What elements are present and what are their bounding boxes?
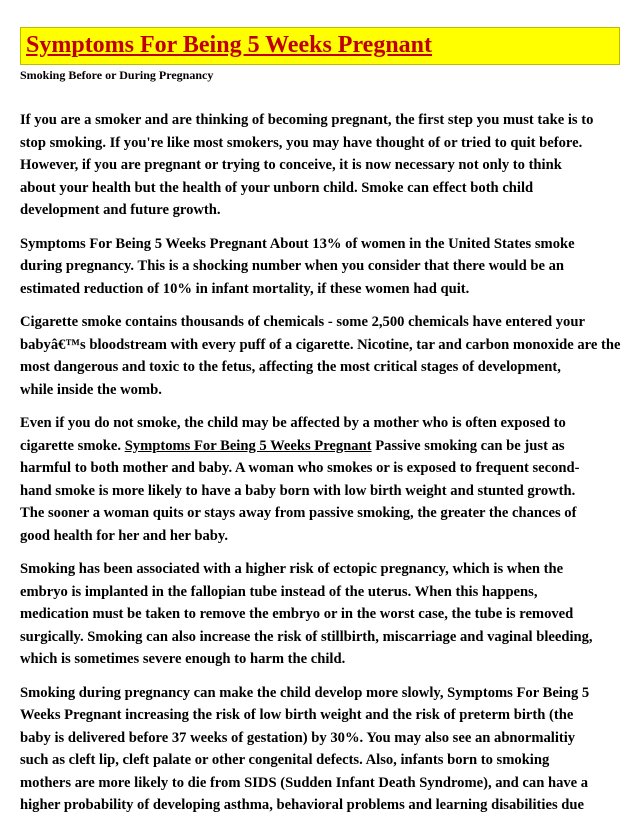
- text-line: If you are a smoker and are thinking of becoming pregnant, the first step you must take is to: [20, 112, 594, 128]
- paragraph-3: [20, 311, 638, 401]
- text-line: harmful to both mother and baby. A woman who smokes or is exposed to frequent second-: [20, 460, 580, 476]
- paragraph-4: [20, 412, 638, 547]
- paragraph-2: [20, 233, 638, 301]
- text-line: The sooner a woman quits or stays away from passive smoking, the greater the chances of: [20, 505, 577, 521]
- text-line: hand smoke is more likely to have a baby born with low birth weight and stunted growth.: [20, 482, 576, 499]
- paragraph-1: [20, 109, 638, 222]
- page-title-link[interactable]: Symptoms For Being 5 Weeks Pregnant: [26, 32, 433, 58]
- text-line: stop smoking. If you're like most smokers, you may have thought of or tried to quit before.: [20, 134, 583, 151]
- text-line: Cigarette smoke contains thousands of chemicals - some 2,500 chemicals have entered your: [20, 314, 585, 330]
- text-segment: cigarette smoke.: [20, 437, 125, 454]
- title-banner: [20, 27, 620, 65]
- article-body: [20, 109, 638, 826]
- text-line: baby is delivered before 37 weeks of gestation) by 30%. You may also see an abnormalitiy: [20, 729, 576, 746]
- paragraph-6: [20, 682, 638, 817]
- text-line: good health for her and her baby.: [20, 527, 229, 544]
- text-line: such as cleft lip, cleft palate or other congenital defects. Also, infants born to smoking: [20, 752, 550, 768]
- text-line: about your health but the health of your unborn child. Smoke can effect both child: [20, 179, 534, 196]
- paragraph-5: [20, 558, 638, 671]
- text-line: babyâ€™s bloodstream with every puff of a cigarette. Nicotine, tar and carbon monoxide are the: [20, 336, 621, 353]
- text-segment: Passive smoking can be just as: [371, 437, 565, 454]
- inline-article-link[interactable]: Symptoms For Being 5 Weeks Pregnant: [124, 437, 372, 454]
- text-line: mothers are more likely to die from SIDS (Sudden Infant Death Syndrome), and can have a: [20, 774, 589, 791]
- text-line: Symptoms For Being 5 Weeks Pregnant About 13% of women in the United States smoke: [20, 235, 575, 252]
- text-line: higher probability of developing asthma, behavioral problems and learning disabilities due: [20, 797, 584, 813]
- text-line: Weeks Pregnant increasing the risk of low birth weight and the risk of preterm birth (the: [20, 707, 574, 723]
- text-line-with-link: [20, 435, 638, 458]
- text-line: surgically. Smoking can also increase the risk of stillbirth, miscarriage and vaginal bleeding,: [20, 628, 593, 645]
- text-line: medication must be taken to remove the embryo or in the worst case, the tube is removed: [20, 606, 574, 622]
- text-line: development and future growth.: [20, 202, 221, 218]
- text-line: estimated reduction of 10% in infant mortality, if these women had quit.: [20, 280, 470, 297]
- text-line: while inside the womb.: [20, 381, 162, 398]
- text-line: during pregnancy. This is a shocking number when you consider that there would be an: [20, 258, 565, 274]
- text-line: However, if you are pregnant or trying to conceive, it is now necessary not only to think: [20, 157, 562, 173]
- text-line: Even if you do not smoke, the child may be affected by a mother who is often exposed to: [20, 415, 566, 431]
- text-line: embryo is implanted in the fallopian tube instead of the uterus. When this happens,: [20, 583, 538, 600]
- text-line: most dangerous and toxic to the fetus, affecting the most critical stages of development,: [20, 359, 561, 375]
- text-line: Smoking during pregnancy can make the child develop more slowly, Symptoms For Being 5: [20, 684, 590, 701]
- text-line: Smoking has been associated with a higher risk of ectopic pregnancy, which is when the: [20, 561, 564, 577]
- text-line: which is sometimes severe enough to harm the child.: [20, 651, 346, 667]
- page-subtitle: Smoking Before or During Pregnancy: [20, 68, 214, 82]
